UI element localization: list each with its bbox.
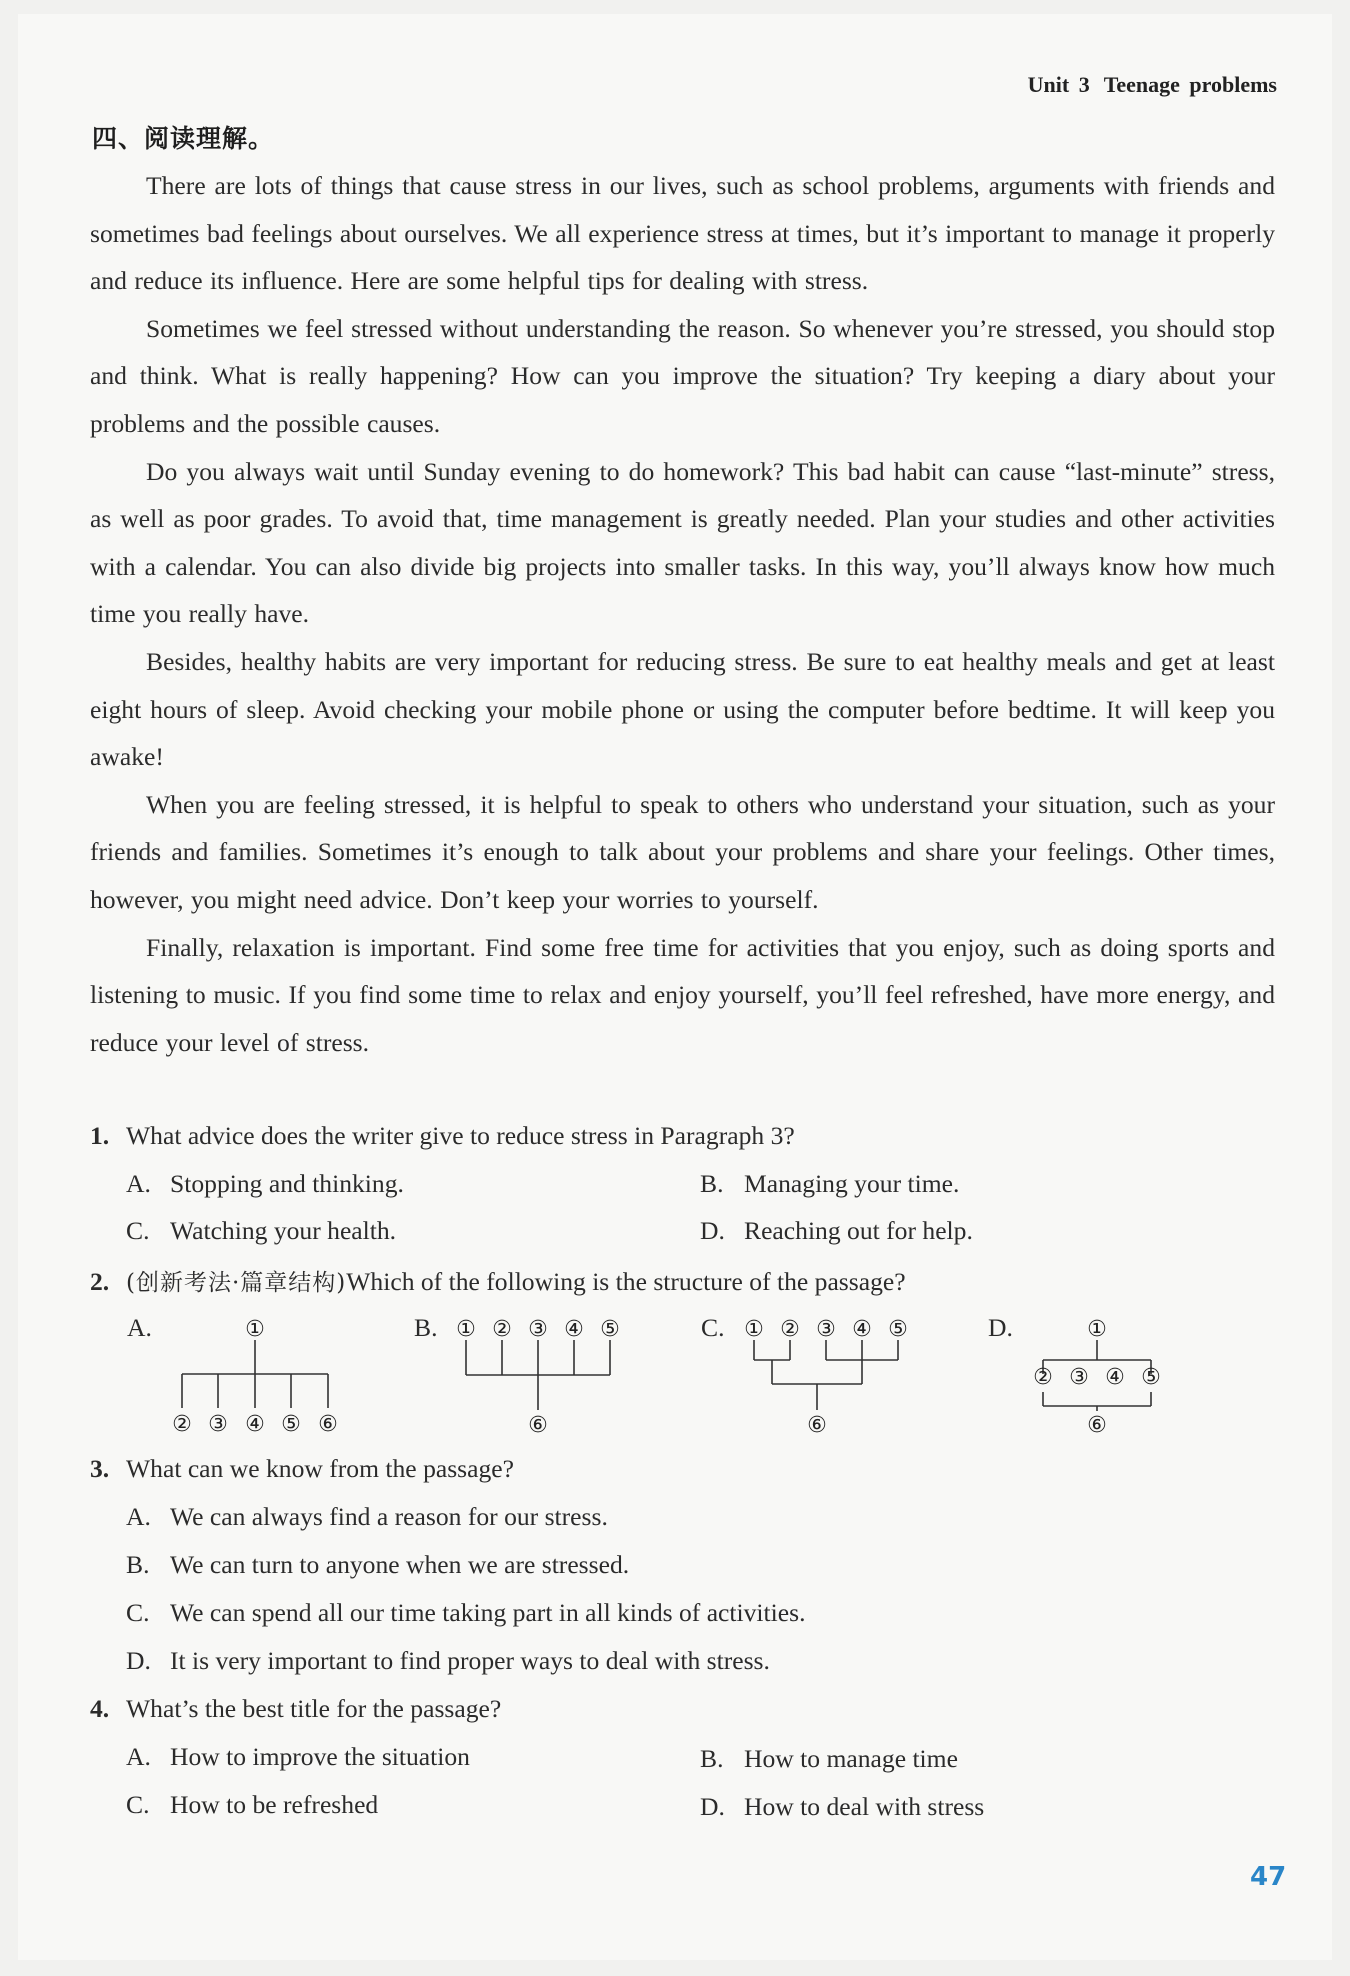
header-unit: Unit 3: [1027, 72, 1090, 97]
passage-paragraph-2: Sometimes we feel stressed without understanding the reason. So whenever you’re stressed, you should stop and think. What is really happening? How can you improve the situation? Try keeping a diary about your problems and the possible causes.: [90, 313, 1275, 438]
question-text: Which of the following is the structure of the passage?: [346, 1267, 906, 1296]
page-number: 47: [1250, 1862, 1287, 1892]
option-1c[interactable]: C. Watching your health.: [126, 1216, 397, 1245]
option-4b[interactable]: B. How to manage time: [700, 1744, 958, 1773]
passage-paragraph-6: Finally, relaxation is important. Find some free time for activities that you enjoy, such as doing sports and listening to music. If you find some time to relax and enjoy yourself, you’ll feel refreshed, have more energy, and reduce your level of stress.: [90, 932, 1275, 1057]
option-1b[interactable]: B. Managing your time.: [700, 1169, 960, 1198]
node-c-3: ③: [816, 1317, 836, 1342]
option-4d[interactable]: D. How to deal with stress: [700, 1792, 985, 1821]
node-a-2: ②: [172, 1412, 192, 1437]
passage-paragraph-4: Besides, healthy habits are very important for reducing stress. Be sure to eat healthy meals and get at least eight hours of sleep. Avoid checking your mobile phone or using the computer before bedtime. It will keep you awake!: [90, 646, 1275, 772]
question-3: [90, 1454, 1280, 1484]
node-d-3: ③: [1069, 1365, 1089, 1390]
node-a-4: ④: [245, 1412, 265, 1437]
option-2c[interactable]: C.: [701, 1313, 725, 1342]
node-d-4: ④: [1105, 1365, 1125, 1390]
option-4c[interactable]: C. How to be refreshed: [126, 1790, 379, 1819]
question-tag: (创新考法·篇章结构): [126, 1270, 347, 1296]
question-text: What’s the best title for the passage?: [126, 1694, 502, 1723]
node-c-5: ⑤: [888, 1317, 908, 1342]
option-1d[interactable]: D. Reaching out for help.: [700, 1216, 973, 1245]
node-d-2: ②: [1033, 1365, 1053, 1390]
node-b-6: ⑥: [528, 1413, 548, 1438]
node-a-1: ①: [245, 1317, 265, 1342]
option-3a[interactable]: A. We can always find a reason for our stress.: [126, 1502, 608, 1531]
option-3b[interactable]: B. We can turn to anyone when we are stressed.: [126, 1550, 630, 1579]
node-b-3: ③: [528, 1317, 548, 1342]
option-3d[interactable]: D. It is very important to find proper ways to deal with stress.: [126, 1646, 770, 1675]
node-d-1: ①: [1087, 1317, 1107, 1342]
question-4: [90, 1694, 1280, 1724]
node-a-5: ⑤: [281, 1412, 301, 1437]
section-title: 四、阅读理解。: [92, 124, 275, 153]
option-2d[interactable]: D.: [988, 1313, 1013, 1342]
question-number: 3.: [90, 1454, 110, 1483]
node-b-2: ②: [492, 1317, 512, 1342]
node-b-1: ①: [456, 1317, 476, 1342]
question-number: 2.: [90, 1267, 110, 1296]
node-a-3: ③: [208, 1412, 228, 1437]
option-3c[interactable]: C. We can spend all our time taking part in all kinds of activities.: [126, 1598, 806, 1627]
question-text: What can we know from the passage?: [126, 1454, 515, 1483]
option-2a[interactable]: A.: [127, 1313, 152, 1342]
node-a-6: ⑥: [318, 1412, 338, 1437]
question-number: 1.: [90, 1121, 110, 1150]
node-b-4: ④: [564, 1317, 584, 1342]
option-2b[interactable]: B.: [414, 1313, 438, 1342]
node-b-5: ⑤: [600, 1317, 620, 1342]
node-c-1: ①: [744, 1317, 764, 1342]
passage-paragraph-3: Do you always wait until Sunday evening to do homework? This bad habit can cause “last-minute” stress, as well as poor grades. To avoid that, time management is greatly needed. Plan your studies and other activities with a calendar. You can also divide big projects into smaller tasks. In this way, you’ll always know how much time you really have.: [90, 456, 1275, 629]
question-text: What advice does the writer give to reduce stress in Paragraph 3?: [126, 1121, 795, 1150]
option-1a[interactable]: A. Stopping and thinking.: [126, 1169, 404, 1198]
node-d-5: ⑤: [1141, 1365, 1161, 1390]
node-d-6: ⑥: [1087, 1413, 1107, 1438]
option-4a[interactable]: A. How to improve the situation: [126, 1742, 470, 1771]
question-number: 4.: [90, 1694, 110, 1723]
header-title: Teenage problems: [1103, 72, 1277, 97]
passage-paragraph-1: There are lots of things that cause stress in our lives, such as school problems, arguments with friends and sometimes bad feelings about ourselves. We all experience stress at times, but it’s important to manage it properly and reduce its influence. Here are some helpful tips for dealing with stress.: [90, 171, 1275, 296]
node-c-6: ⑥: [807, 1413, 827, 1438]
node-c-4: ④: [852, 1317, 872, 1342]
node-c-2: ②: [780, 1317, 800, 1342]
passage-paragraph-5: When you are feeling stressed, it is helpful to speak to others who understand your situation, such as your friends and families. Sometimes it’s enough to talk about your problems and share your feelings. Other times, however, you might need advice. Don’t keep your worries to yourself.: [90, 789, 1275, 914]
